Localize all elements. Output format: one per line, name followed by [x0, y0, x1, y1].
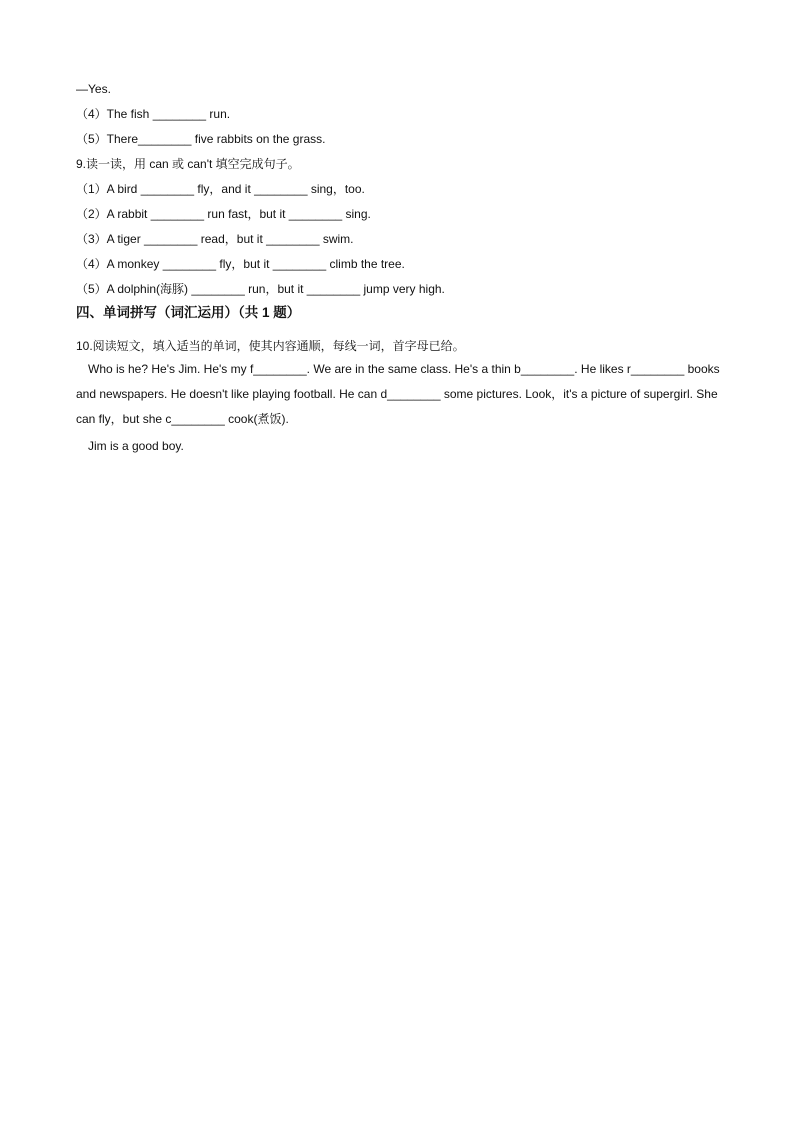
question-9-item-3: （3）A tiger ________ read，but it ________ swim.: [76, 232, 354, 246]
question-8-item-5: （5）There________ five rabbits on the grass.: [76, 132, 326, 146]
question-9-title: 9.读一读，用 can 或 can't 填空完成句子。: [76, 157, 300, 171]
question-10-title: 10.阅读短文，填入适当的单词，使其内容通顺，每线一词，首字母已给。: [76, 339, 465, 353]
question-10-passage: Who is he? He's Jim. He's my f________. We are in the same class. He's a thin b________. He likes r________ books and newspapers. He doesn't like playing football. He can d________ some pictures. Look，it's a picture of supergirl. She can fly，but she c________ cook(煮饭).: [76, 362, 720, 426]
question-9-item-5: （5）A dolphin(海豚) ________ run，but it ________ jump very high.: [76, 282, 445, 296]
question-9-item-4: （4）A monkey ________ fly，but it ________ climb the tree.: [76, 257, 405, 271]
section-4-heading: 四、单词拼写（词汇运用）（共 1 题）: [76, 305, 301, 320]
answer-yes: —Yes.: [76, 82, 111, 96]
question-10-closing: Jim is a good boy.: [88, 439, 184, 453]
question-9-item-1: （1）A bird ________ fly，and it ________ sing，too.: [76, 182, 365, 196]
question-8-item-4: （4）The fish ________ run.: [76, 107, 231, 121]
question-9-item-2: （2）A rabbit ________ run fast，but it ________ sing.: [76, 207, 371, 221]
